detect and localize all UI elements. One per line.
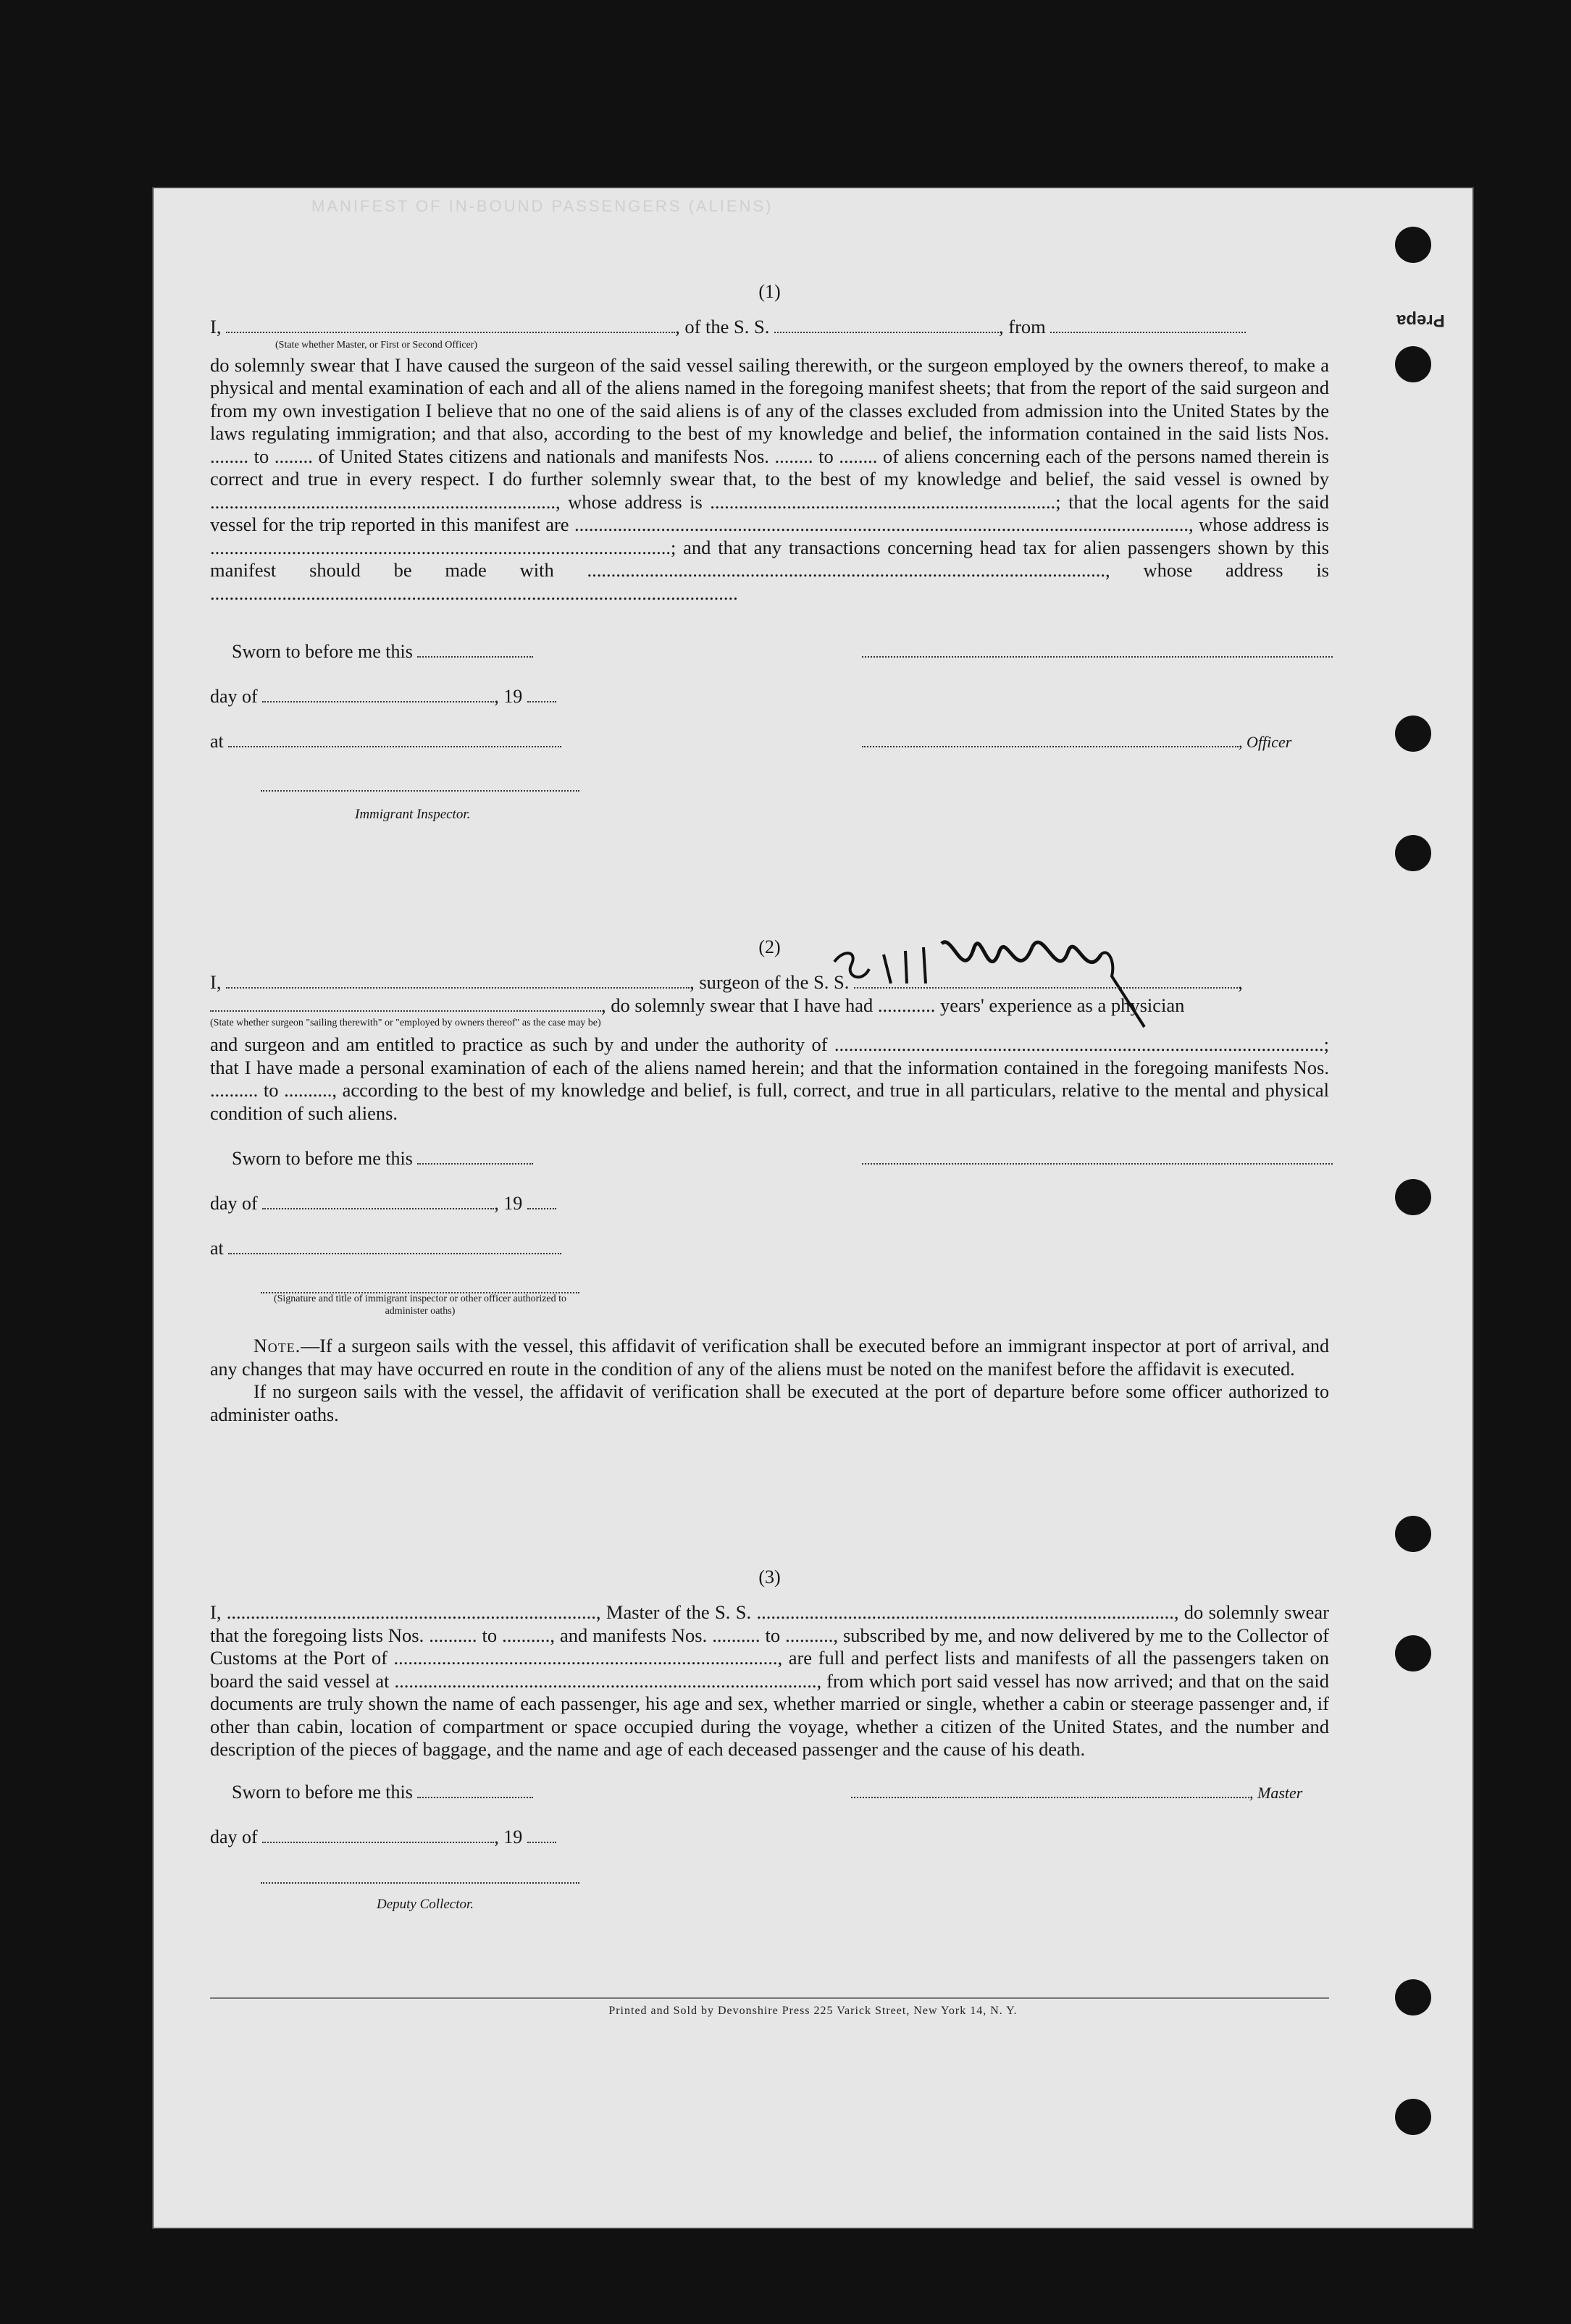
section-number: (3) [758, 1566, 781, 1587]
sworn-label: Sworn to before me this [232, 641, 413, 662]
section-2-body: and surgeon and am entitled to practice as such by and under the authority of ......................................................................................................; that I have made a personal examination of each of the aliens named herein; and that the information contained in the foregoing manifests Nos. .......... to .........., according to the best of my knowledge and belief, is full, correct, and true in all particulars, relative to the mental and physical condition of such aliens. [210, 1033, 1329, 1124]
sworn-label: Sworn to before me this [232, 1148, 413, 1169]
printer-imprint: Printed and Sold by Devonshire Press 225 Varick Street, New York 14, N. Y. [608, 2005, 1018, 2017]
punch-hole [1395, 1179, 1431, 1215]
year-field[interactable] [527, 1194, 556, 1209]
vessel-name-field[interactable] [854, 973, 1238, 989]
signature-block-2 [210, 1148, 1329, 1322]
sworn-date-field[interactable] [417, 642, 533, 658]
surgeon-note: (State whether surgeon "sailing therewith" or "employed by owners thereof" as the case may be) [210, 1018, 601, 1028]
punch-hole [1395, 716, 1431, 752]
surgeon-status-field[interactable] [210, 996, 601, 1012]
signature-block-1 [210, 641, 1329, 836]
surgeon-of-label: , surgeon of the S. S. [690, 971, 850, 993]
day-of-field[interactable] [262, 1194, 494, 1209]
year-label: , 19 [494, 1826, 523, 1847]
vessel-name-field[interactable] [774, 317, 999, 333]
master-label: , Master [1249, 1783, 1303, 1802]
sworn-date-field[interactable] [417, 1149, 533, 1165]
day-of-label: day of [210, 686, 258, 707]
sworn-label: Sworn to before me this [232, 1781, 413, 1803]
from-label: , from [999, 316, 1046, 337]
note-text-1: —If a surgeon sails with the vessel, this affidavit of verification shall be executed before an immigrant inspector at port of arrival, and any changes that may have occurred en route in the condition of any of the aliens must be noted on the manifest before the affidavit is executed. [210, 1335, 1329, 1380]
signature-note: (Signature and title of immigrant inspector or other officer authorized to administer oaths) [273, 1293, 567, 1317]
master-signature-line[interactable] [851, 1782, 1249, 1798]
from-port-field[interactable] [1050, 317, 1246, 333]
officer-note: (State whether Master, or First or Second Officer) [275, 339, 478, 351]
experience-line [210, 994, 1329, 1018]
year-field[interactable] [527, 1827, 556, 1843]
footer-rule [210, 1997, 1329, 1999]
note-label: Note. [254, 1335, 301, 1356]
year-label: , 19 [494, 686, 523, 707]
year-field[interactable] [527, 687, 556, 702]
surgeon-line [210, 971, 1329, 994]
surgeon-signature-line[interactable] [862, 1149, 1333, 1165]
punch-hole [1395, 1516, 1431, 1552]
affidavit-section-1 [210, 281, 1329, 836]
experience-text: , do solemnly swear that I have had ............ years' experience as a physician [601, 994, 1185, 1016]
signature-block-3 [210, 1782, 1329, 1926]
surgeon-name-field[interactable] [226, 973, 690, 989]
deputy-label: Deputy Collector. [377, 1896, 474, 1912]
section-1-body: do solemnly swear that I have caused the surgeon of the said vessel sailing therewith, or the surgeon employed by the owners thereof, to make a physical and mental examination of each and all of the aliens named in the foregoing manifest sheets; that from the report of the said surgeon and from my own investigation I believe that no one of the said aliens is of any of the classes excluded from admission into the United States by the laws regulating immigration; and that also, according to the best of my knowledge and belief, the information contained in the said lists Nos. ........ to ........ of United States citizens and nationals and manifests Nos. ........ to ........ of aliens concerning each of the persons named therein is correct and true in every respect. I do further solemnly swear that, to the best of my knowledge and belief, the said vessel is owned by ........................................................................, whose address is ........................................................................; that the local agents for the said vessel for the trip reported in this manifest are ................................................................................................................................, whose address is ................................................................................................; and that any transactions concerning head tax for alien passengers shown by this manifest should be made with ............................................................................................................, whose address is .............................................................................................................. [210, 353, 1329, 604]
at-place-field[interactable] [228, 731, 561, 747]
section-number: (1) [758, 281, 781, 302]
officer-signature-line[interactable] [862, 642, 1333, 658]
day-of-field[interactable] [262, 687, 494, 702]
sworn-date-field[interactable] [417, 1782, 533, 1798]
punch-hole [1395, 835, 1431, 871]
bleed-through-text: MANIFEST OF IN-BOUND PASSENGERS (ALIENS) [311, 197, 774, 215]
of-ss-label: , of the S. S. [675, 316, 770, 337]
inspector-signature-line[interactable] [261, 776, 579, 792]
officer-line [210, 316, 1329, 339]
at-place-field[interactable] [228, 1238, 561, 1254]
inspector-signature-line[interactable] [261, 1278, 579, 1293]
officer-title-line[interactable] [862, 731, 1239, 747]
punch-hole [1395, 2099, 1431, 2135]
day-of-label: day of [210, 1193, 258, 1214]
at-label: at [210, 731, 224, 752]
punch-hole [1395, 346, 1431, 382]
day-of-label: day of [210, 1826, 258, 1847]
pronoun-i: I, [210, 316, 222, 337]
year-label: , 19 [494, 1193, 523, 1214]
inspector-label: Immigrant Inspector. [355, 807, 471, 822]
at-label: at [210, 1238, 224, 1259]
affidavit-section-3 [210, 1566, 1329, 1926]
punch-hole [1395, 227, 1431, 263]
note-paragraph-2: If no surgeon sails with the vessel, the affidavit of verification shall be executed at the port of departure before some officer authorized to administer oaths. [210, 1381, 1329, 1425]
pronoun-i: I, [210, 971, 222, 993]
affidavit-section-2 [210, 936, 1329, 1426]
note-paragraph-1 [210, 1335, 1329, 1380]
stamp-prepa: Prepa [1396, 311, 1445, 330]
document-page [152, 187, 1474, 2229]
line-end: , [1238, 971, 1243, 993]
deputy-signature-line[interactable] [261, 1868, 579, 1884]
officer-name-field[interactable] [226, 317, 675, 333]
section-3-body: I, ............................................................................., Master of the S. S. ......................................................................................., do solemnly swear that the foregoing lists Nos. .......... to .........., and manifests Nos. .......... to .........., subscribed by me, and now delivered by me to the Collector of Customs at the Port of ................................................................................, are full and perfect lists and manifests of all the passengers taken on board the said vessel at ........................................................................................, from which port said vessel has now arrived; and that on the said documents are truly shown the name of each passenger, his age and sex, whether married or single, whether a cabin or steerage passenger and, if other than cabin, location of compartment or space occupied during the voyage, whether a citizen of the United States, and the number and description of the pieces of baggage, and the name and age of each deceased passenger and the cause of his death. [210, 1601, 1329, 1760]
officer-label: , Officer [1239, 733, 1292, 751]
section-number: (2) [758, 936, 781, 957]
punch-hole [1395, 1635, 1431, 1671]
day-of-field[interactable] [262, 1827, 494, 1843]
